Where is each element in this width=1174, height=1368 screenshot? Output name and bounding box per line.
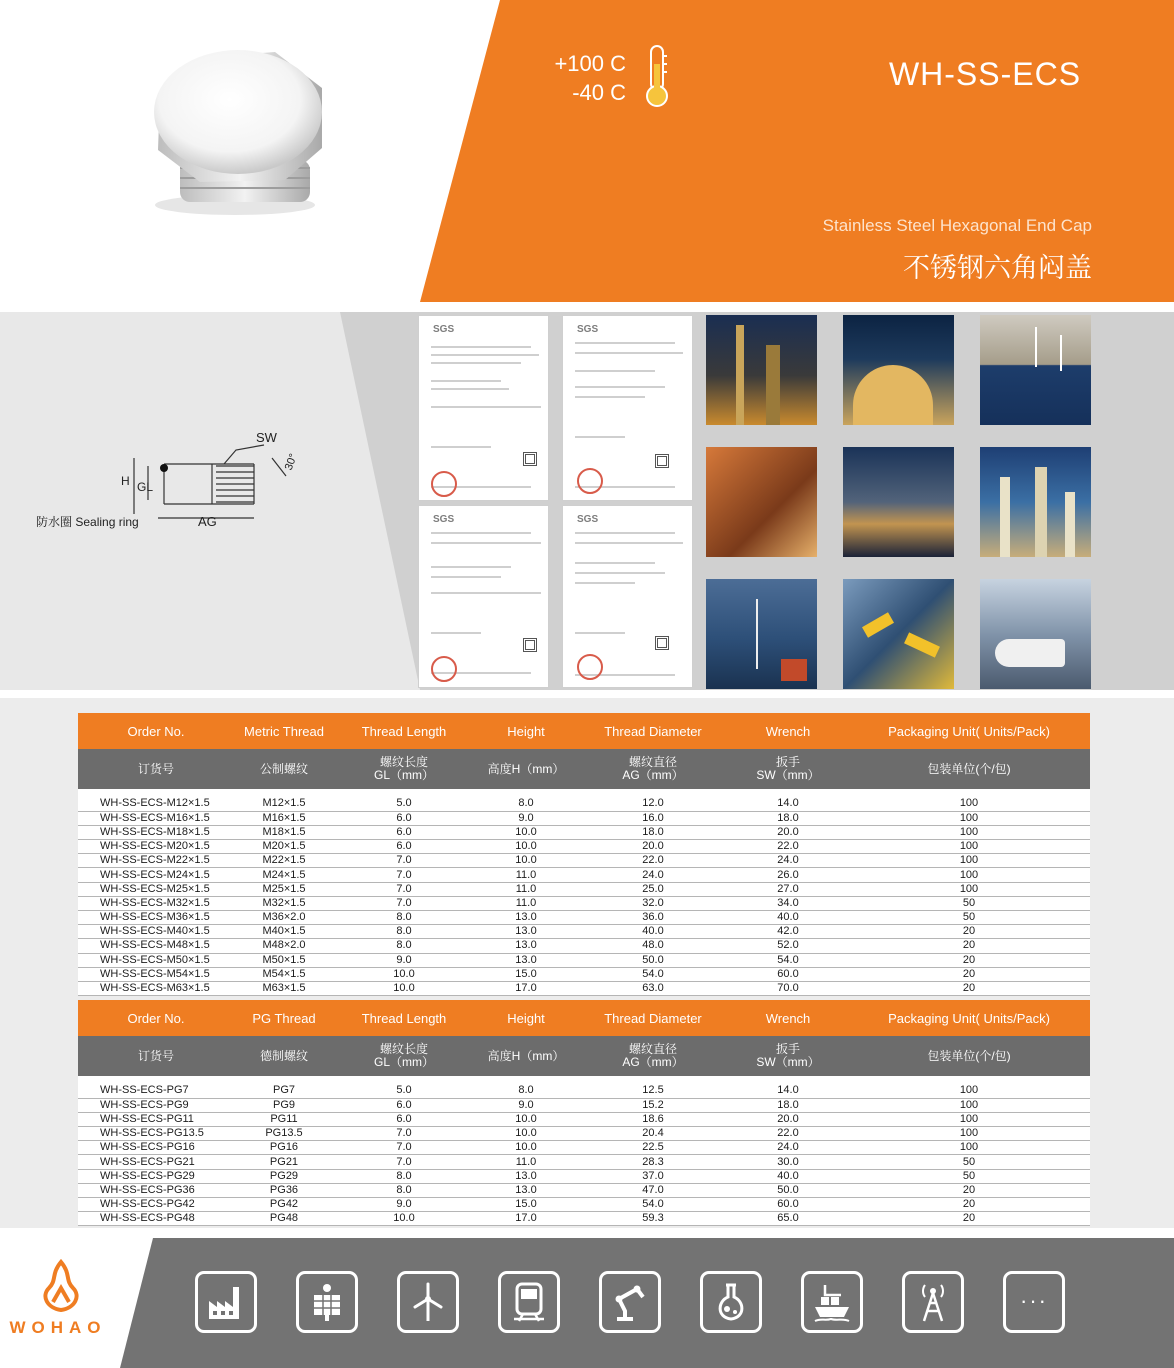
table-cell: 6.0 — [334, 825, 474, 839]
table-cell: 6.0 — [334, 1112, 474, 1126]
th-en: Packaging Unit( Units/Pack) — [848, 1000, 1090, 1036]
table-cell: 10.0 — [474, 854, 578, 868]
table-cell: 17.0 — [474, 1212, 578, 1226]
solar-panel-icon — [296, 1271, 358, 1333]
table-row — [78, 981, 1090, 995]
table-cell: 5.0 — [334, 1084, 474, 1098]
table-cell: WH-SS-ECS-PG7 — [78, 1084, 234, 1098]
table-cell: 8.0 — [474, 797, 578, 811]
table-cell: M24×1.5 — [234, 868, 334, 882]
table-cell: 15.0 — [474, 1198, 578, 1212]
table-cell: 34.0 — [728, 896, 848, 910]
th-cn: 扳手 SW（mm） — [728, 749, 848, 789]
table-cell: 54.0 — [578, 1198, 728, 1212]
table-row — [78, 868, 1090, 882]
table-cell: 63.0 — [578, 981, 728, 995]
table-cell: 24.0 — [728, 854, 848, 868]
table-cell: M22×1.5 — [234, 854, 334, 868]
th-cn: 高度H（mm） — [474, 749, 578, 789]
table-cell: 22.0 — [728, 1127, 848, 1141]
table-cell: 100 — [848, 868, 1090, 882]
table-cell: M16×1.5 — [234, 811, 334, 825]
table-cell: 18.0 — [728, 811, 848, 825]
th-en: Wrench — [728, 1000, 848, 1036]
table-cell: 20 — [848, 953, 1090, 967]
sgs-logo: SGS — [577, 514, 599, 525]
label-h: H — [121, 474, 130, 488]
sgs-logo: SGS — [433, 514, 455, 525]
table-cell: 8.0 — [474, 1084, 578, 1098]
table-cell: 100 — [848, 840, 1090, 854]
product-name-cn: 不锈钢六角闷盖 — [903, 253, 1092, 283]
table-cell: 16.0 — [578, 811, 728, 825]
sealing-ring-cn: 防水圈 — [36, 515, 73, 529]
table-cell: WH-SS-ECS-M12×1.5 — [78, 797, 234, 811]
table-cell: 100 — [848, 882, 1090, 896]
table-row — [78, 811, 1090, 825]
th-en: Thread Length — [334, 713, 474, 749]
table-cell: WH-SS-ECS-M22×1.5 — [78, 854, 234, 868]
table-cell: WH-SS-ECS-M16×1.5 — [78, 811, 234, 825]
table-row — [78, 939, 1090, 953]
table-cell: 10.0 — [474, 1127, 578, 1141]
photo-refinery-night — [706, 315, 817, 425]
table-cell: 8.0 — [334, 939, 474, 953]
table-cell: M63×1.5 — [234, 981, 334, 995]
table-cell: 8.0 — [334, 911, 474, 925]
th-cn: 螺纹直径 AG（mm） — [578, 1036, 728, 1076]
table-cell: WH-SS-ECS-M25×1.5 — [78, 882, 234, 896]
table-row — [78, 1098, 1090, 1112]
table-cell: 13.0 — [474, 911, 578, 925]
table-cell: PG42 — [234, 1198, 334, 1212]
table-cell: WH-SS-ECS-PG29 — [78, 1169, 234, 1183]
table-cell: 47.0 — [578, 1183, 728, 1197]
table-cell: 7.0 — [334, 882, 474, 896]
certificate-2 — [562, 315, 693, 501]
photo-chemical-plant — [980, 447, 1091, 557]
table-cell: 25.0 — [578, 882, 728, 896]
th-cn: 螺纹直径 AG（mm） — [578, 749, 728, 789]
table-cell: 20 — [848, 1198, 1090, 1212]
label-angle: 30° — [282, 452, 300, 472]
table-row — [78, 1141, 1090, 1155]
table-row — [78, 1127, 1090, 1141]
table-cell: WH-SS-ECS-M54×1.5 — [78, 967, 234, 981]
table-cell: 15.2 — [578, 1098, 728, 1112]
table-cell: 13.0 — [474, 953, 578, 967]
table-cell: 100 — [848, 1084, 1090, 1098]
table-cell: WH-SS-ECS-M40×1.5 — [78, 925, 234, 939]
table-cell: 24.0 — [578, 868, 728, 882]
table-cell: 65.0 — [728, 1212, 848, 1226]
table-cell: 24.0 — [728, 1141, 848, 1155]
table-cell: 7.0 — [334, 868, 474, 882]
table-cell: M40×1.5 — [234, 925, 334, 939]
table-cell: PG36 — [234, 1183, 334, 1197]
certificate-4 — [562, 505, 693, 688]
table-cell: PG11 — [234, 1112, 334, 1126]
model-title: WH-SS-ECS — [888, 56, 1082, 92]
table-cell: WH-SS-ECS-M18×1.5 — [78, 825, 234, 839]
th-en: Thread Length — [334, 1000, 474, 1036]
table-cell: WH-SS-ECS-PG13.5 — [78, 1127, 234, 1141]
table-cell: 60.0 — [728, 1198, 848, 1212]
table-cell: M54×1.5 — [234, 967, 334, 981]
table-row — [78, 967, 1090, 981]
table-cell: 13.0 — [474, 939, 578, 953]
table-cell: 20 — [848, 981, 1090, 995]
table-cell: 5.0 — [334, 797, 474, 811]
table-cell: 7.0 — [334, 1141, 474, 1155]
table-cell: WH-SS-ECS-PG9 — [78, 1098, 234, 1112]
certificate-3 — [418, 505, 549, 688]
table-cell: 50 — [848, 896, 1090, 910]
table-cell: 50 — [848, 1155, 1090, 1169]
table-cell: 18.6 — [578, 1112, 728, 1126]
table-cell: 100 — [848, 1112, 1090, 1126]
table-cell: 9.0 — [334, 953, 474, 967]
photo-solar-wind — [980, 315, 1091, 425]
table-cell: 52.0 — [728, 939, 848, 953]
sealing-ring-label — [36, 513, 139, 530]
table-cell: 17.0 — [474, 981, 578, 995]
th-en: Thread Diameter — [578, 1000, 728, 1036]
table-row — [78, 1183, 1090, 1197]
th-cn: 公制螺纹 — [234, 749, 334, 789]
table-cell: 10.0 — [474, 1141, 578, 1155]
footer-icon-band — [0, 1238, 1174, 1368]
th-cn: 订货号 — [78, 1036, 234, 1076]
table-cell: 9.0 — [474, 811, 578, 825]
table-cell: WH-SS-ECS-PG16 — [78, 1141, 234, 1155]
th-cn: 高度H（mm） — [474, 1036, 578, 1076]
table-cell: PG21 — [234, 1155, 334, 1169]
table-cell: PG13.5 — [234, 1127, 334, 1141]
table-header-en — [78, 713, 1090, 749]
photo-offshore-wind — [706, 579, 817, 689]
table-row — [78, 953, 1090, 967]
ship-icon — [801, 1271, 863, 1333]
metric-thread-table — [78, 713, 1090, 996]
th-cn: 德制螺纹 — [234, 1036, 334, 1076]
table-cell: M36×2.0 — [234, 911, 334, 925]
table-cell: 9.0 — [334, 1198, 474, 1212]
table-cell: PG29 — [234, 1169, 334, 1183]
table-row — [78, 825, 1090, 839]
table-cell: 60.0 — [728, 967, 848, 981]
table-cell: 100 — [848, 854, 1090, 868]
brand-name: WOHAO — [9, 1318, 107, 1337]
table-cell: 6.0 — [334, 1098, 474, 1112]
train-icon — [498, 1271, 560, 1333]
table-row — [78, 896, 1090, 910]
table-row — [78, 840, 1090, 854]
table-cell: 22.0 — [728, 840, 848, 854]
table-cell: WH-SS-ECS-M63×1.5 — [78, 981, 234, 995]
table-cell: 10.0 — [334, 967, 474, 981]
th-en: Height — [474, 1000, 578, 1036]
table-cell: 22.5 — [578, 1141, 728, 1155]
table-cell: 20 — [848, 1183, 1090, 1197]
th-en: Packaging Unit( Units/Pack) — [848, 713, 1090, 749]
table-cell: WH-SS-ECS-M48×1.5 — [78, 939, 234, 953]
table-cell: 22.0 — [578, 854, 728, 868]
table-cell: 20 — [848, 1212, 1090, 1226]
table-cell: 7.0 — [334, 854, 474, 868]
table-cell: 32.0 — [578, 896, 728, 910]
table-cell: 11.0 — [474, 882, 578, 896]
wohao-logo-icon — [33, 1258, 89, 1314]
label-gl: GL — [137, 480, 154, 494]
table-cell: 20.0 — [728, 1112, 848, 1126]
temp-high: +100 C — [554, 51, 626, 76]
table-cell: 7.0 — [334, 896, 474, 910]
table-row — [78, 925, 1090, 939]
product-photo — [140, 40, 330, 220]
factory-icon — [195, 1271, 257, 1333]
table-row — [78, 1198, 1090, 1212]
table-cell: 13.0 — [474, 1183, 578, 1197]
table-cell: 8.0 — [334, 1169, 474, 1183]
table-cell: 100 — [848, 1141, 1090, 1155]
table-header-cn — [78, 749, 1090, 789]
table-cell: 10.0 — [474, 840, 578, 854]
table-cell: 70.0 — [728, 981, 848, 995]
table-cell: 6.0 — [334, 840, 474, 854]
table-row — [78, 1212, 1090, 1226]
table-cell: WH-SS-ECS-M24×1.5 — [78, 868, 234, 882]
table-cell: 12.0 — [578, 797, 728, 811]
table-row — [78, 797, 1090, 811]
table-cell: M18×1.5 — [234, 825, 334, 839]
table-cell: PG7 — [234, 1084, 334, 1098]
table-cell: 100 — [848, 1127, 1090, 1141]
table-cell: PG48 — [234, 1212, 334, 1226]
sealing-ring-en: Sealing ring — [75, 515, 139, 529]
table-cell: 14.0 — [728, 1084, 848, 1098]
table-cell: 20.4 — [578, 1127, 728, 1141]
table-cell: 9.0 — [474, 1098, 578, 1112]
table-cell: WH-SS-ECS-PG42 — [78, 1198, 234, 1212]
table-cell: 48.0 — [578, 939, 728, 953]
table-cell: 28.3 — [578, 1155, 728, 1169]
sgs-logo: SGS — [577, 324, 599, 335]
table-cell: 11.0 — [474, 868, 578, 882]
pg-thread-table — [78, 1000, 1090, 1226]
certificate-1 — [418, 315, 549, 501]
table-cell: 15.0 — [474, 967, 578, 981]
photo-storage-tanks — [843, 315, 954, 425]
table-cell: 13.0 — [474, 925, 578, 939]
more-dots: ··· — [1020, 1288, 1048, 1313]
table-cell: 18.0 — [578, 825, 728, 839]
table-cell: 11.0 — [474, 1155, 578, 1169]
table-cell: 10.0 — [334, 981, 474, 995]
table-row — [78, 911, 1090, 925]
table-cell: 27.0 — [728, 882, 848, 896]
more-icon — [1003, 1271, 1065, 1333]
table-row — [78, 1169, 1090, 1183]
table-cell: PG9 — [234, 1098, 334, 1112]
table-cell: 20 — [848, 939, 1090, 953]
table-cell: 100 — [848, 825, 1090, 839]
table-cell: WH-SS-ECS-PG11 — [78, 1112, 234, 1126]
table-cell: M20×1.5 — [234, 840, 334, 854]
table-cell: 37.0 — [578, 1169, 728, 1183]
table-cell: 40.0 — [578, 925, 728, 939]
table-cell: 18.0 — [728, 1098, 848, 1112]
table-cell: PG16 — [234, 1141, 334, 1155]
table-cell: WH-SS-ECS-M50×1.5 — [78, 953, 234, 967]
table-cell: M32×1.5 — [234, 896, 334, 910]
table-cell: 54.0 — [578, 967, 728, 981]
table-cell: 20 — [848, 967, 1090, 981]
table-cell: 10.0 — [474, 825, 578, 839]
table-cell: 13.0 — [474, 1169, 578, 1183]
table-cell: 10.0 — [474, 1112, 578, 1126]
table-cell: 20.0 — [578, 840, 728, 854]
th-en: PG Thread — [234, 1000, 334, 1036]
label-ag: AG — [198, 514, 217, 529]
th-cn: 订货号 — [78, 749, 234, 789]
th-en: Metric Thread — [234, 713, 334, 749]
table-cell: 8.0 — [334, 1183, 474, 1197]
th-en: Wrench — [728, 713, 848, 749]
table-cell: M48×2.0 — [234, 939, 334, 953]
table-cell: 11.0 — [474, 896, 578, 910]
table-cell: 100 — [848, 811, 1090, 825]
flask-icon — [700, 1271, 762, 1333]
table-cell: 36.0 — [578, 911, 728, 925]
thermometer-icon — [645, 44, 669, 108]
photo-steel-mill — [706, 447, 817, 557]
table-row — [78, 1084, 1090, 1098]
table-cell: 7.0 — [334, 1155, 474, 1169]
table-cell: 50.0 — [728, 1183, 848, 1197]
photo-harbor-night — [843, 447, 954, 557]
th-cn: 包装单位(个/包) — [848, 1036, 1090, 1076]
table-header-en — [78, 1000, 1090, 1036]
product-name-en: Stainless Steel Hexagonal End Cap — [822, 216, 1092, 235]
table-cell: 20.0 — [728, 825, 848, 839]
signal-tower-icon — [902, 1271, 964, 1333]
th-en: Height — [474, 713, 578, 749]
table-cell: 30.0 — [728, 1155, 848, 1169]
table-cell: 14.0 — [728, 797, 848, 811]
table-header-cn — [78, 1036, 1090, 1076]
table-cell: M12×1.5 — [234, 797, 334, 811]
th-cn: 扳手 SW（mm） — [728, 1036, 848, 1076]
table-cell: 6.0 — [334, 811, 474, 825]
table-cell: 54.0 — [728, 953, 848, 967]
photo-train-factory — [980, 579, 1091, 689]
table-cell: 50 — [848, 1169, 1090, 1183]
th-cn: 螺纹长度 GL（mm） — [334, 1036, 474, 1076]
table-cell: M25×1.5 — [234, 882, 334, 896]
photo-robot-arms — [843, 579, 954, 689]
table-row — [78, 882, 1090, 896]
table-cell: 100 — [848, 1098, 1090, 1112]
table-cell: 40.0 — [728, 1169, 848, 1183]
sgs-logo: SGS — [433, 324, 455, 335]
th-en: Order No. — [78, 1000, 234, 1036]
table-cell: 7.0 — [334, 1127, 474, 1141]
table-row — [78, 1112, 1090, 1126]
table-row — [78, 1155, 1090, 1169]
table-cell: 26.0 — [728, 868, 848, 882]
table-cell: M50×1.5 — [234, 953, 334, 967]
th-en: Order No. — [78, 713, 234, 749]
table-cell: 40.0 — [728, 911, 848, 925]
table-cell: 12.5 — [578, 1084, 728, 1098]
th-cn: 螺纹长度 GL（mm） — [334, 749, 474, 789]
th-cn: 包装单位(个/包) — [848, 749, 1090, 789]
table-cell: 50.0 — [578, 953, 728, 967]
table-cell: 59.3 — [578, 1212, 728, 1226]
th-en: Thread Diameter — [578, 713, 728, 749]
table-cell: 50 — [848, 911, 1090, 925]
wind-turbine-icon — [397, 1271, 459, 1333]
table-cell: WH-SS-ECS-M20×1.5 — [78, 840, 234, 854]
table-cell: 8.0 — [334, 925, 474, 939]
table-cell: WH-SS-ECS-M36×1.5 — [78, 911, 234, 925]
table-cell: 10.0 — [334, 1212, 474, 1226]
table-cell: 20 — [848, 925, 1090, 939]
table-cell: 100 — [848, 797, 1090, 811]
label-sw: SW — [256, 430, 277, 445]
table-cell: 42.0 — [728, 925, 848, 939]
temp-low: -40 C — [572, 80, 626, 105]
table-row — [78, 854, 1090, 868]
table-cell: WH-SS-ECS-PG21 — [78, 1155, 234, 1169]
table-cell: WH-SS-ECS-PG48 — [78, 1212, 234, 1226]
robot-arm-icon — [599, 1271, 661, 1333]
table-cell: WH-SS-ECS-PG36 — [78, 1183, 234, 1197]
table-cell: WH-SS-ECS-M32×1.5 — [78, 896, 234, 910]
